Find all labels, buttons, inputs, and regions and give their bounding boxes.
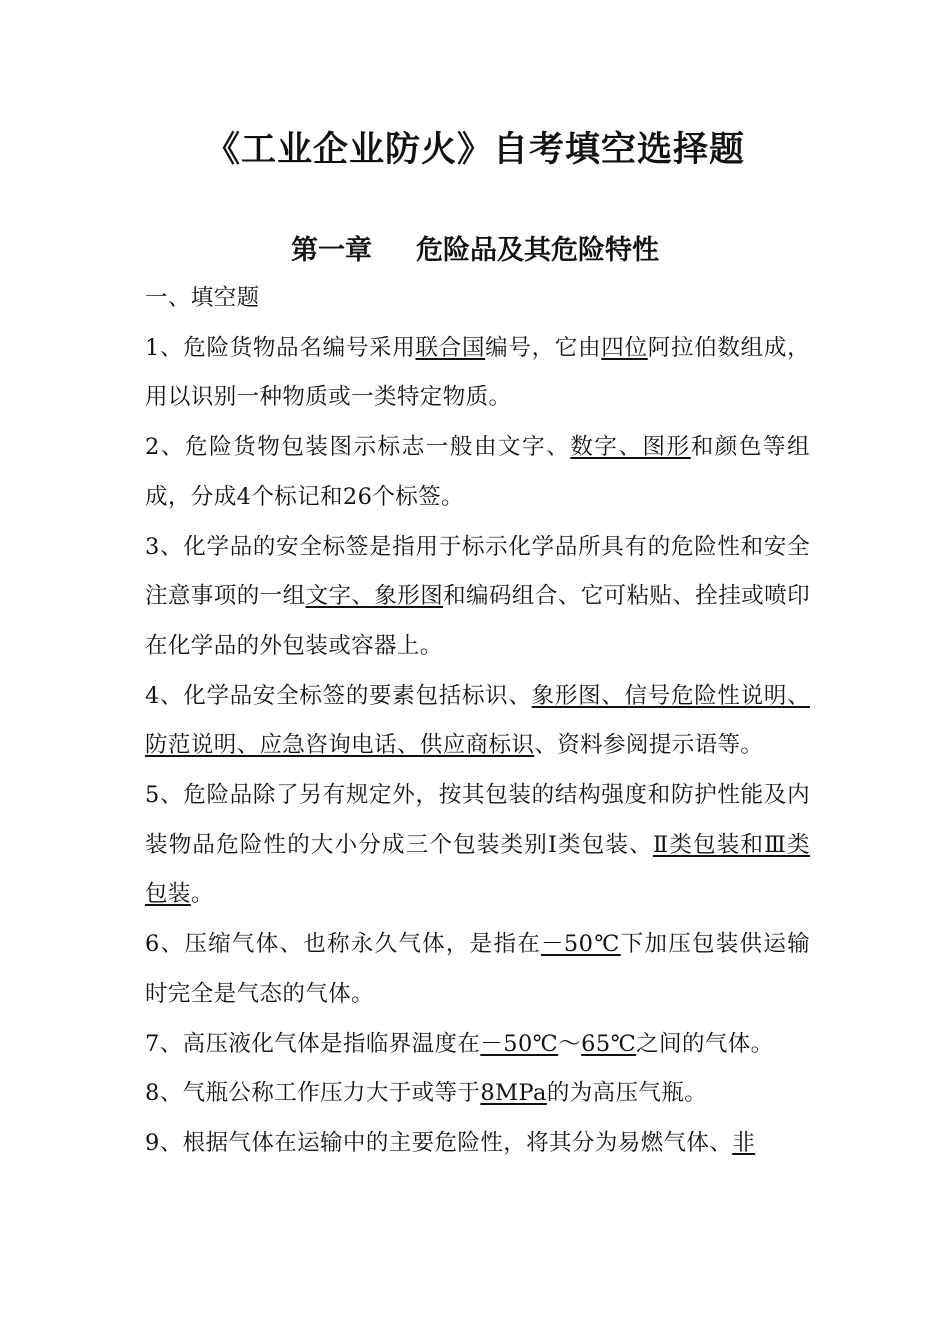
question-9 <box>145 1119 810 1169</box>
document-body <box>145 274 810 1169</box>
answer-blank: 联合国 <box>415 334 486 361</box>
answer-blank: －50℃ <box>541 931 621 958</box>
answer-blank: 文字、象形图 <box>305 583 444 610</box>
document-title: 《工业企业防火》自考填空选择题 <box>204 130 745 170</box>
question-5 <box>145 771 810 920</box>
question-6 <box>145 920 810 1019</box>
answer-blank: 非 <box>732 1129 756 1156</box>
question-text: 1、危险货物品名编号采用 <box>145 334 416 361</box>
question-3 <box>145 523 810 672</box>
question-text: 阿拉伯数组成，用以识别一种物质或一类特定物质。 <box>145 334 810 411</box>
question-text: 。 <box>190 881 214 908</box>
question-text: 的为高压气瓶。 <box>546 1080 708 1107</box>
question-2 <box>145 423 810 522</box>
answer-blank: 数字、图形 <box>570 434 691 461</box>
question-text: 6、压缩气体、也称永久气体，是指在 <box>145 931 542 958</box>
question-1 <box>145 324 810 423</box>
answer-blank: 65℃ <box>581 1030 637 1057</box>
question-text: 3、化学品的安全标签是指用于标示化学品所具有的危险性和安全注意事项的一组 <box>145 533 810 610</box>
answer-blank: 象形图、信号危险性说明、防范说明、应急咨询电话、供应商标识 <box>145 682 810 759</box>
question-text: 4、化学品安全标签的要素包括标识、 <box>145 682 532 709</box>
answer-blank: －50℃ <box>480 1030 559 1057</box>
question-text: 2、危险货物包装图示标志一般由文字、 <box>145 434 571 461</box>
question-7 <box>145 1020 810 1070</box>
answer-blank: Ⅱ类包装和Ⅲ类包装 <box>145 831 810 908</box>
question-text: 7、高压液化气体是指临界温度在 <box>145 1030 481 1057</box>
question-text: 9、根据气体在运输中的主要危险性，将其分为易燃气体、 <box>145 1129 733 1156</box>
answer-blank: 8MPa <box>480 1080 547 1107</box>
question-text: 下加压包装供运输时完全是气态的气体。 <box>145 931 811 1007</box>
question-text: 之间的气体。 <box>636 1030 774 1057</box>
question-8 <box>145 1069 810 1119</box>
question-text: 和编码组合、它可粘贴、拴挂或喷印在化学品的外包装或容器上。 <box>145 583 810 659</box>
question-text: ～ <box>558 1030 582 1057</box>
chapter-number: 第一章 <box>291 235 372 266</box>
question-4 <box>145 672 810 771</box>
chapter-heading <box>0 228 950 267</box>
answer-blank: 四位 <box>601 334 648 361</box>
question-text: 、资料参阅提示语等。 <box>534 732 764 759</box>
question-text: 5、危险品除了另有规定外，按其包装的结构强度和防护性能及内装物品危险性的大小分成三个包装类别Ⅰ类包装、 <box>145 782 810 858</box>
question-text: 和颜色等组成，分成4个标记和26个标签。 <box>145 434 810 510</box>
chapter-name: 危险品及其危险特性 <box>416 235 659 266</box>
question-text: 8、气瓶公称工作压力大于或等于 <box>145 1080 481 1107</box>
question-text: 编号，它由 <box>485 334 602 361</box>
section-heading: 一、填空题 <box>145 285 260 311</box>
